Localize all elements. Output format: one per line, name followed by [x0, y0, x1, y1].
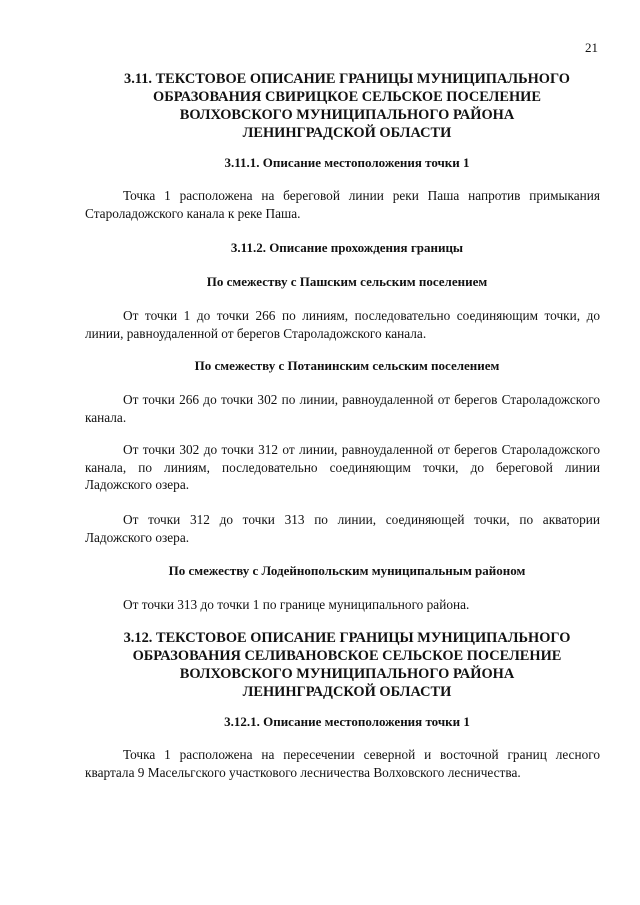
- location-paragraph: Точка 1 расположена на пересечении северной и восточной границ лесного квартала 9 Масельгского участкового лесничества Волховского лесничества.: [85, 747, 600, 780]
- boundary-paragraph: От точки 1 до точки 266 по линиям, последовательно соединяющим точки, до линии, равноудаленной от берегов Староладожского канала.: [85, 308, 600, 341]
- subsection-3-11-1-title: 3.11.1. Описание местоположения точки 1: [224, 155, 470, 170]
- heading-line: ОБРАЗОВАНИЯ СЕЛИВАНОВСКОЕ СЕЛЬСКОЕ ПОСЕЛЕНИЕ: [132, 648, 562, 664]
- heading-line: ВОЛХОВСКОГО МУНИЦИПАЛЬНОГО РАЙОНА: [179, 107, 515, 123]
- heading-line: ВОЛХОВСКОГО МУНИЦИПАЛЬНОГО РАЙОНА: [179, 666, 515, 682]
- heading-line: 3.12. ТЕКСТОВОЕ ОПИСАНИЕ ГРАНИЦЫ МУНИЦИПАЛЬНОГО: [123, 630, 571, 646]
- section-3-11-heading: [84, 70, 610, 142]
- subsection-3-12-1-title: 3.12.1. Описание местоположения точки 1: [224, 714, 470, 729]
- neighbor-title-pashskoe: По смежеству с Пашским сельским поселением: [206, 274, 488, 289]
- subsection-3-11-2-title: 3.11.2. Описание прохождения границы: [230, 240, 464, 255]
- boundary-paragraph: От точки 266 до точки 302 по линии, равноудаленной от берегов Староладожского канала.: [85, 392, 600, 425]
- neighbor-title-potaninskoe: По смежеству с Потанинским сельским поселением: [194, 358, 500, 373]
- location-paragraph: Точка 1 расположена на береговой линии реки Паша напротив примыкания Староладожского канала к реке Паша.: [85, 188, 600, 221]
- heading-line: ОБРАЗОВАНИЯ СВИРИЦКОЕ СЕЛЬСКОЕ ПОСЕЛЕНИЕ: [153, 89, 541, 105]
- heading-line: ЛЕНИНГРАДСКОЙ ОБЛАСТИ: [242, 684, 452, 700]
- section-3-12-heading: [84, 629, 610, 701]
- boundary-paragraph: От точки 312 до точки 313 по линии, соединяющей точки, по акватории Ладожского озера.: [85, 512, 600, 545]
- boundary-paragraph: От точки 313 до точки 1 по границе муниципального района.: [123, 597, 470, 612]
- heading-line: ЛЕНИНГРАДСКОЙ ОБЛАСТИ: [242, 125, 452, 141]
- heading-line: 3.11. ТЕКСТОВОЕ ОПИСАНИЕ ГРАНИЦЫ МУНИЦИПАЛЬНОГО: [124, 71, 570, 87]
- page-number: 21: [585, 40, 598, 55]
- boundary-paragraph: От точки 302 до точки 312 от линии, равноудаленной от берегов Староладожского канала, по линиям, последовательно соединяющим точки, до береговой линии Ладожского озера.: [85, 442, 600, 493]
- neighbor-title-lodeynopolsky: По смежеству с Лодейнопольским муниципальным районом: [168, 563, 526, 578]
